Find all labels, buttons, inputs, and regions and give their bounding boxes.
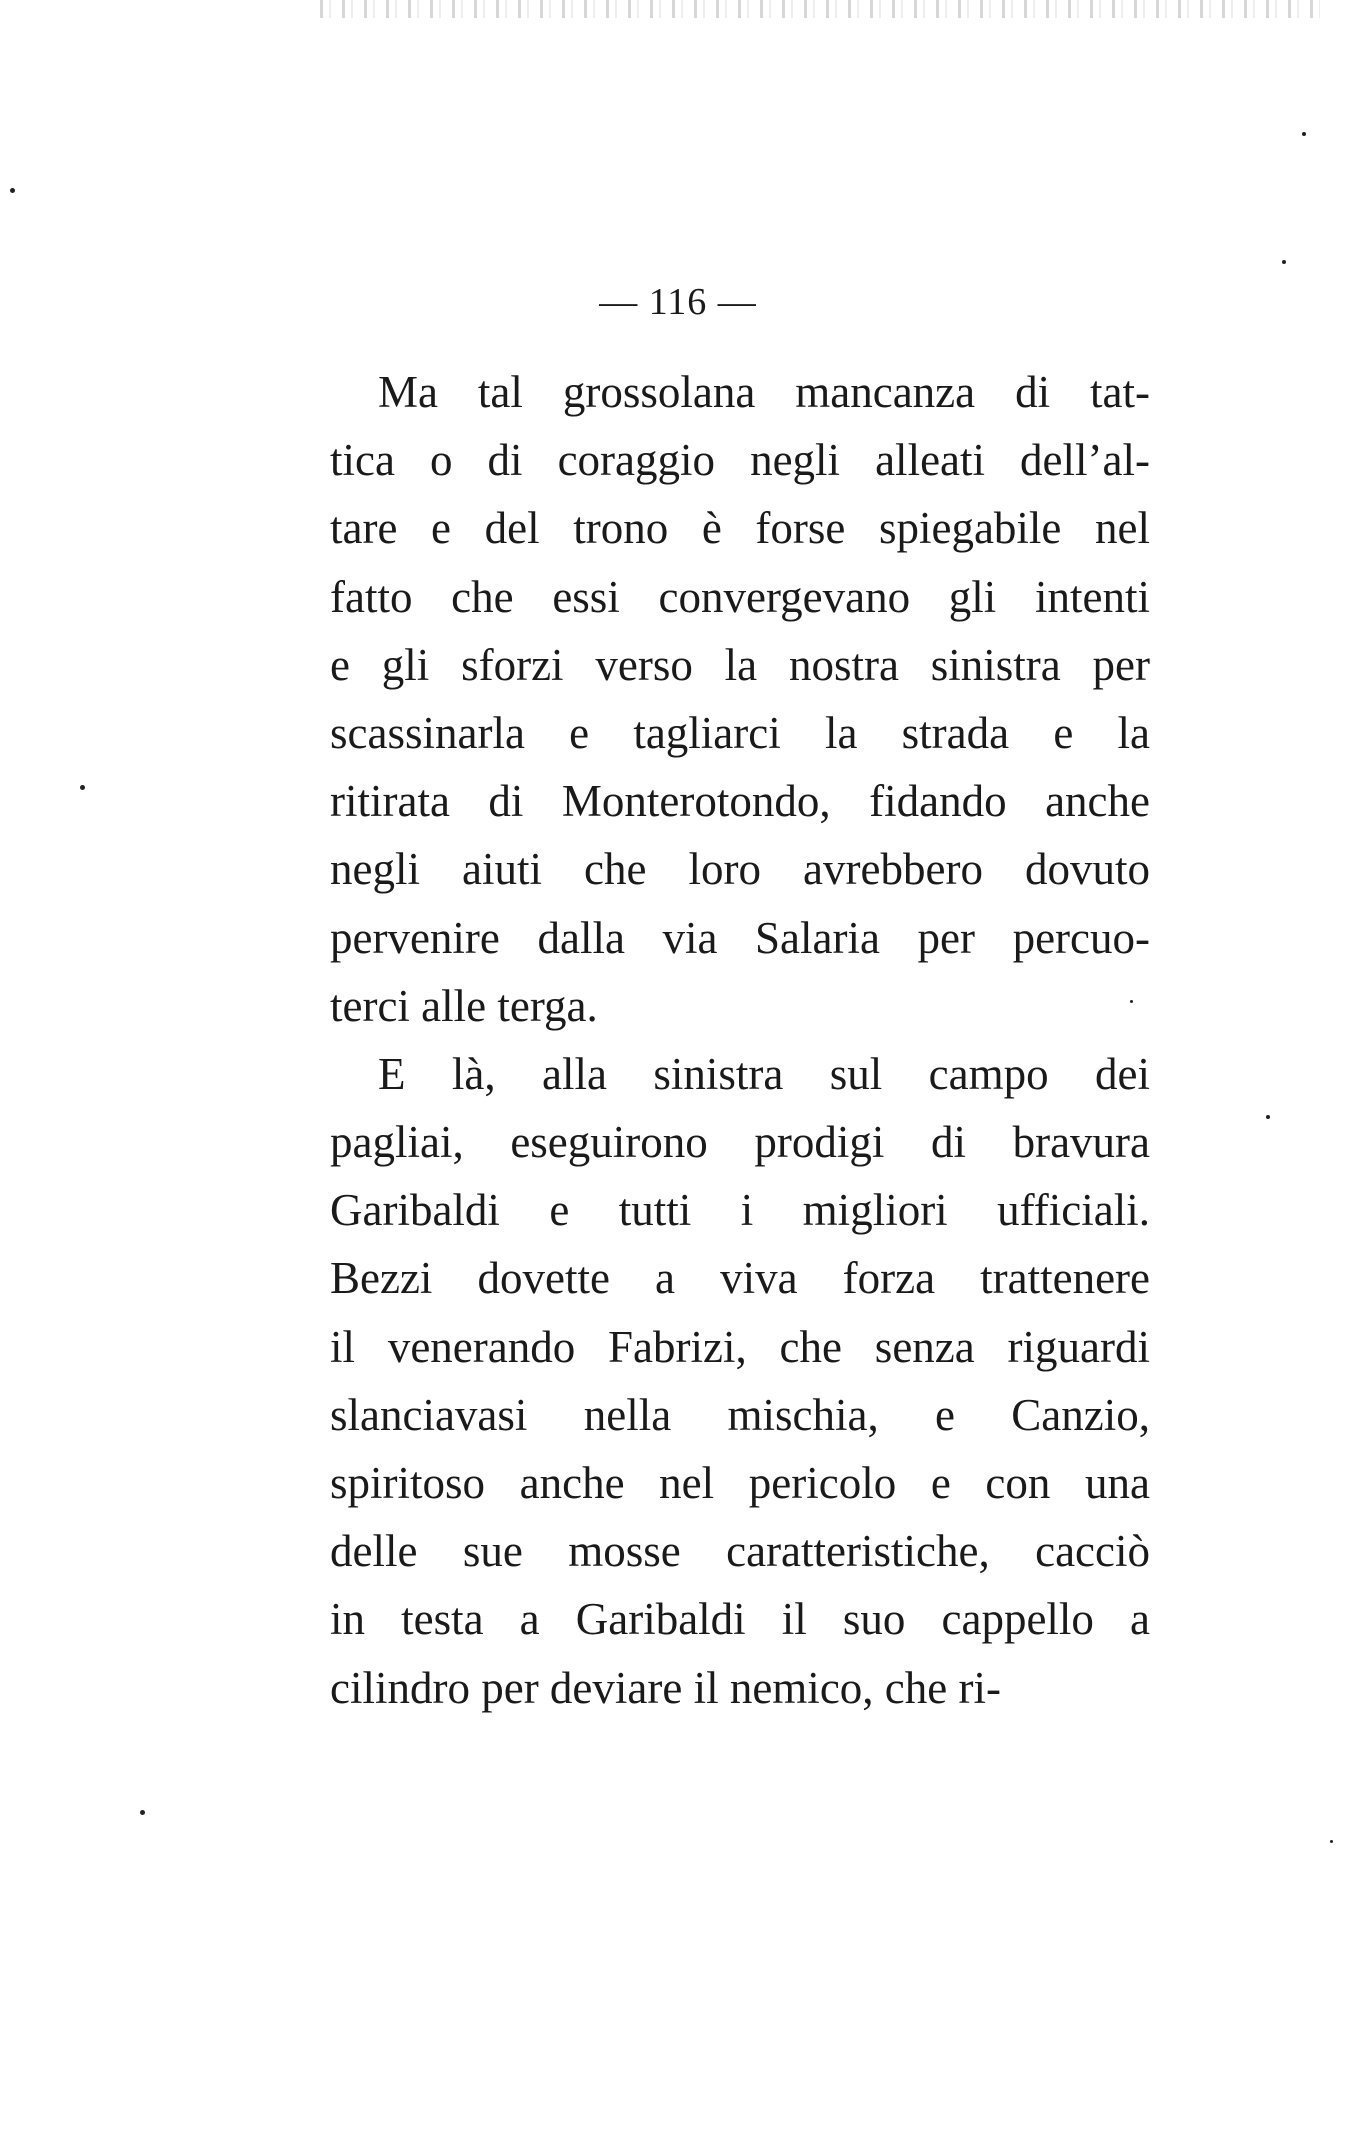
text-line: Ma tal grossolana mancanza di tat- <box>378 367 1150 417</box>
text-line: ritirata di Monterotondo, fidando anche <box>330 776 1150 827</box>
scan-edge-noise <box>320 0 1320 18</box>
text-line: il venerando Fabrizi, che senza riguardi <box>330 1321 1150 1372</box>
body-text <box>330 358 1150 1722</box>
page-number: — 116 — <box>599 281 757 323</box>
text-line: pagliai, eseguirono prodigi di bravura <box>330 1117 1150 1168</box>
paragraph <box>330 1040 1150 1722</box>
text-line: tica o di coraggio negli alleati dell’al- <box>330 435 1150 486</box>
scan-speck <box>140 1810 145 1815</box>
text-line: E là, alla sinistra sul campo dei <box>378 1048 1150 1099</box>
text-line: scassinarla e tagliarci la strada e la <box>330 707 1150 758</box>
scan-speck <box>80 785 85 790</box>
text-line: in testa a Garibaldi il suo cappello a <box>330 1594 1150 1645</box>
text-line: delle sue mosse caratteristiche, cacciò <box>330 1526 1150 1577</box>
text-line: Bezzi dovette a viva forza trattenere <box>330 1253 1150 1304</box>
scan-speck <box>1282 260 1286 264</box>
text-line: terci alle terga. <box>330 980 598 1031</box>
scan-speck <box>1330 1840 1333 1843</box>
scan-speck <box>10 188 15 193</box>
text-line: fatto che essi convergevano gli intenti <box>330 571 1150 622</box>
text-line: e gli sforzi verso la nostra sinistra per <box>330 639 1150 690</box>
scan-speck <box>1302 132 1306 136</box>
text-line: spiritoso anche nel pericolo e con una <box>330 1458 1150 1508</box>
text-line: tare e del trono è forse spiegabile nel <box>330 503 1150 554</box>
text-line: slanciavasi nella mischia, e Canzio, <box>330 1389 1150 1440</box>
scan-speck <box>1266 1115 1270 1119</box>
paragraph <box>330 358 1150 1040</box>
text-line: negli aiuti che loro avrebbero dovuto <box>330 844 1150 895</box>
text-line: Garibaldi e tutti i migliori ufficiali. <box>330 1185 1150 1236</box>
text-line: pervenire dalla via Salaria per percuo- <box>330 912 1150 963</box>
text-line: cilindro per deviare il nemico, che ri- <box>330 1662 1001 1713</box>
